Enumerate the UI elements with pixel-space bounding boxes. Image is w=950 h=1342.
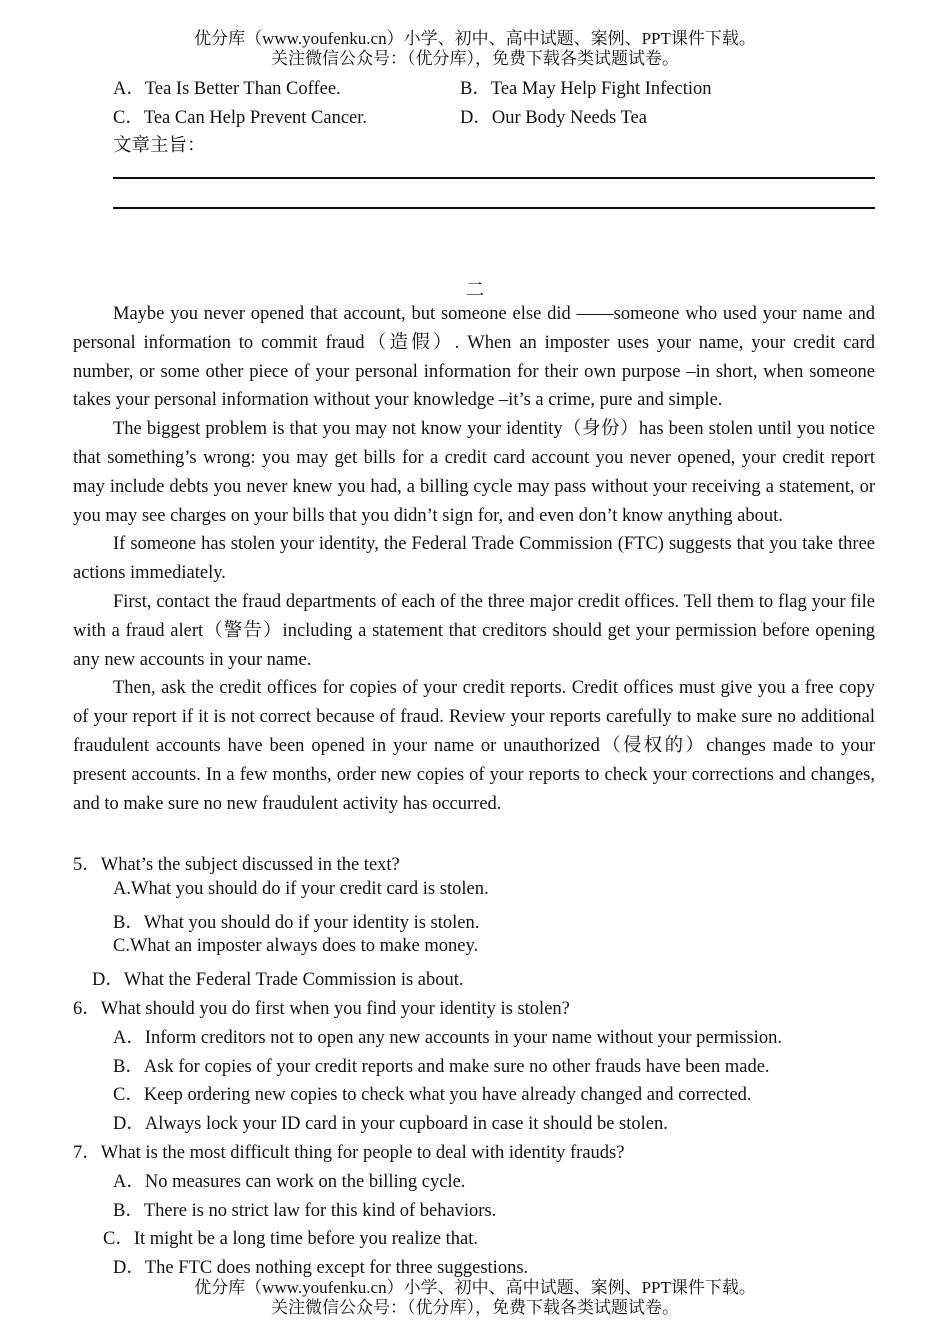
paragraph-2: The biggest problem is that you may not know your identity（身份）has been stolen until you notice that something’s wrong: you may get bills for a credit card account you never opened, your credit report may include debts you never knew you had, a billing cycle may pass without your receiving a statement, or you may see charges on your bills that you didn’t sign for, and even don’t know anything about. — [73, 419, 875, 526]
question-5-option-a: A.What you should do if your credit card is stolen. — [113, 879, 489, 899]
question-7-option-d: D．The FTC does nothing except for three suggestions. — [113, 1258, 529, 1278]
prev-options-row-2 — [113, 103, 647, 129]
page-header — [0, 29, 950, 69]
paragraph-1: Maybe you never opened that account, but someone else did ——someone who used your name and personal information to commit fraud（造假）. When an imposter uses your name, your credit card number, or some other piece of your personal information for their own purpose –in short, when someone takes your personal information without your knowledge –it’s a crime, pure and simple. — [73, 304, 875, 411]
question-7-stem: 7．What is the most difficult thing for people to deal with identity frauds? — [73, 1143, 625, 1163]
question-5-option-b: B．What you should do if your identity is stolen. — [113, 913, 480, 933]
prev-options-row-1 — [113, 74, 712, 100]
question-7-option-a: A．No measures can work on the billing cycle. — [113, 1172, 466, 1192]
question-7-option-b: B．There is no strict law for this kind of behaviors. — [113, 1201, 497, 1221]
footer-line-1: 优分库（www.youfenku.cn）小学、初中、高中试题、案例、PPT课件下载。 — [194, 1278, 756, 1297]
header-line-2: 关注微信公众号：（优分库），免费下载各类试题试卷。 — [271, 49, 679, 68]
question-6-option-b: B．Ask for copies of your credit reports and make sure no other frauds have been made. — [113, 1057, 770, 1077]
prev-option-d: D．Our Body Needs Tea — [460, 108, 647, 128]
section-title: 二 — [465, 281, 485, 301]
main-idea-label: 文章主旨： — [113, 136, 206, 156]
header-line-1: 优分库（www.youfenku.cn）小学、初中、高中试题、案例、PPT课件下载。 — [194, 29, 756, 48]
prev-option-a: A．Tea Is Better Than Coffee. — [113, 79, 341, 99]
answer-line-2 — [113, 207, 875, 209]
question-5-stem: 5．What’s the subject discussed in the text? — [73, 855, 400, 875]
question-5-option-c: C.What an imposter always does to make money. — [113, 936, 479, 956]
question-5-option-d: D．What the Federal Trade Commission is about. — [92, 970, 464, 990]
page-footer — [0, 1278, 950, 1318]
paragraph-3: If someone has stolen your identity, the Federal Trade Commission (FTC) suggests that you take three actions immediately. — [73, 534, 875, 584]
question-6-stem: 6．What should you do first when you find your identity is stolen? — [73, 999, 570, 1019]
question-7-option-c: C．It might be a long time before you realize that. — [103, 1229, 479, 1249]
reading-passage — [73, 300, 875, 818]
footer-line-2: 关注微信公众号：（优分库），免费下载各类试题试卷。 — [271, 1298, 679, 1317]
prev-option-b: B．Tea May Help Fight Infection — [460, 79, 712, 99]
question-6-option-c: C．Keep ordering new copies to check what you have already changed and corrected. — [113, 1085, 752, 1105]
question-6-option-d: D．Always lock your ID card in your cupboard in case it should be stolen. — [113, 1114, 668, 1134]
answer-line-1 — [113, 177, 875, 179]
prev-option-c: C．Tea Can Help Prevent Cancer. — [113, 108, 368, 128]
paragraph-5: Then, ask the credit offices for copies of your credit reports. Credit offices must give you a free copy of your report if it is not correct because of fraud. Review your reports carefully to make sure no additional fraudulent accounts have been opened in your name or unauthorized（侵权的）changes made to your present accounts. In a few months, order new copies of your reports to check your corrections and changes, and to make sure no new fraudulent activity has occurred. — [73, 678, 875, 814]
paragraph-4: First, contact the fraud departments of each of the three major credit offices. Tell them to flag your file with a fraud alert（警告）including a statement that creditors should get your permission before opening any new accounts in your name. — [73, 591, 875, 670]
question-6-option-a: A．Inform creditors not to open any new accounts in your name without your permission. — [113, 1028, 782, 1048]
